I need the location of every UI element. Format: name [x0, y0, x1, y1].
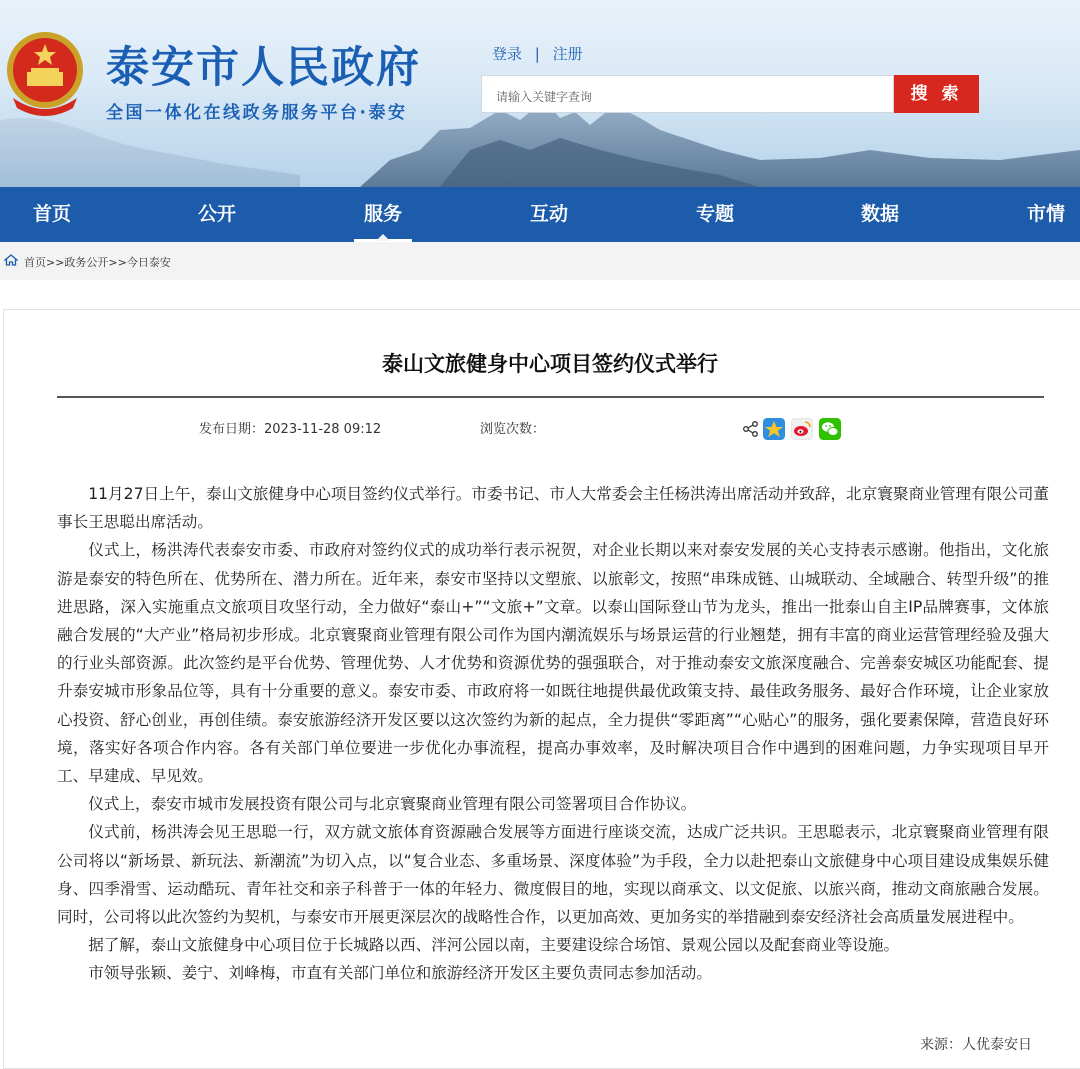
header-banner [0, 0, 1080, 187]
auth-links [492, 43, 583, 64]
wechat-icon[interactable] [819, 418, 841, 440]
qzone-icon[interactable] [763, 418, 785, 440]
nav-item-city-info[interactable]: 市情 [1027, 203, 1066, 225]
register-link[interactable]: 注册 [552, 45, 583, 63]
national-emblem-icon [5, 28, 85, 122]
nav-item-data[interactable]: 数据 [861, 203, 900, 225]
nav-item-service[interactable]: 服务 [364, 187, 402, 242]
title-divider [57, 396, 1044, 398]
active-nav-caret [376, 234, 390, 241]
article-source: 来源：人优泰安日 [920, 1037, 1032, 1053]
publish-date: 发布日期：2023-11-28 09:12 [199, 422, 382, 437]
article-paragraph: 仪式前，杨洪涛会见王思聪一行，双方就文旅体育资源融合发展等方面进行座谈交流，达成广泛共识。王思聪表示，北京寰聚商业管理有限公司将以“新场景、新玩法、新潮流”为切入点，以“复合业态、多重场景、深度体验”为手段，全力以赴把泰山文旅健身中心项目建设成集娱乐健身、四季滑雪、运动酷玩、青年社交和亲子科普于一体的年轻力、微度假目的地，实现以商承文、以文促旅、以旅兴商，推动文商旅融合发展。同时，公司将以此次签约为契机，与泰安市开展更深层次的战略性合作，以更加高效、更加务实的举措融到泰安经济社会高质量发展进程中。 [57, 823, 1049, 927]
search-button[interactable]: 搜 索 [894, 75, 979, 113]
search-input[interactable]: 请输入关键字查询 [481, 75, 894, 113]
nav-item-home[interactable]: 首页 [33, 203, 72, 225]
main-nav [0, 187, 1080, 242]
home-icon [4, 254, 18, 266]
article-paragraph: 市领导张颖、姜宁、刘峰梅，市直有关部门单位和旅游经济开发区主要负责同志参加活动。 [88, 964, 712, 983]
nav-item-interact[interactable]: 互动 [530, 203, 569, 225]
nav-item-public[interactable]: 公开 [198, 203, 237, 225]
breadcrumb[interactable]: 首页>>政务公开>>今日泰安 [24, 256, 171, 269]
article-paragraph: 11月27日上午，泰山文旅健身中心项目签约仪式举行。市委书记、市人大常委会主任杨洪涛出席活动并致辞，北京寰聚商业管理有限公司董事长王思聪出席活动。 [57, 485, 1049, 532]
article-body [57, 480, 1049, 988]
nav-item-topics[interactable]: 专题 [696, 203, 735, 225]
weibo-icon[interactable] [791, 418, 813, 440]
article-paragraph: 仪式上，泰安市城市发展投资有限公司与北京寰聚商业管理有限公司签署项目合作协议。 [88, 795, 697, 814]
share-icon[interactable] [742, 418, 760, 440]
site-subtitle: 全国一体化在线政务服务平台·泰安 [106, 103, 408, 123]
login-link[interactable]: 登录 [492, 45, 523, 63]
auth-separator: | [534, 45, 540, 63]
view-count-label: 浏览次数： [480, 422, 546, 437]
article-paragraph: 仪式上，杨洪涛代表泰安市委、市政府对签约仪式的成功举行表示祝贺，对企业长期以来对泰安发展的关心支持表示感谢。他指出，文化旅游是泰安的特色所在、优势所在、潜力所在。近年来，泰安市坚持以文塑旅、以旅彰文，按照“串珠成链、山城联动、全域融合、转型升级”的推进思路，深入实施重点文旅项目攻坚行动，全力做好“泰山+”“文旅+”文章。以泰山国际登山节为龙头，推出一批泰山自主IP品牌赛事，文体旅融合发展的“大产业”格局初步形成。北京寰聚商业管理有限公司作为国内潮流娱乐与场景运营的行业翘楚，拥有丰富的商业运营管理经验及强大的行业头部资源。此次签约是平台优势、管理优势、人才优势和资源优势的强强联合，对于推动泰安文旅深度融合、完善泰安城区功能配套、提升泰安城市形象品位等，具有十分重要的意义。泰安市委、市政府将一如既往地提供最优政策支持、最佳政务服务、最好合作环境，让企业家放心投资、舒心创业，再创佳绩。泰安旅游经济开发区要以这次签约为新的起点，全力提供“零距离”“心贴心”的服务，强化要素保障，营造良好环境，落实好各项合作内容。各有关部门单位要进一步优化办事流程，提高办事效率，及时解决项目合作中遇到的困难问题，力争实现项目早开工、早建成、早见效。 [57, 541, 1049, 786]
site-title: 泰安市人民政府 [106, 43, 421, 93]
article-title: 泰山文旅健身中心项目签约仪式举行 [382, 352, 718, 376]
article-paragraph: 据了解，泰山文旅健身中心项目位于长城路以西、泮河公园以南，主要建设综合场馆、景观公园以及配套商业等设施。 [88, 936, 900, 955]
